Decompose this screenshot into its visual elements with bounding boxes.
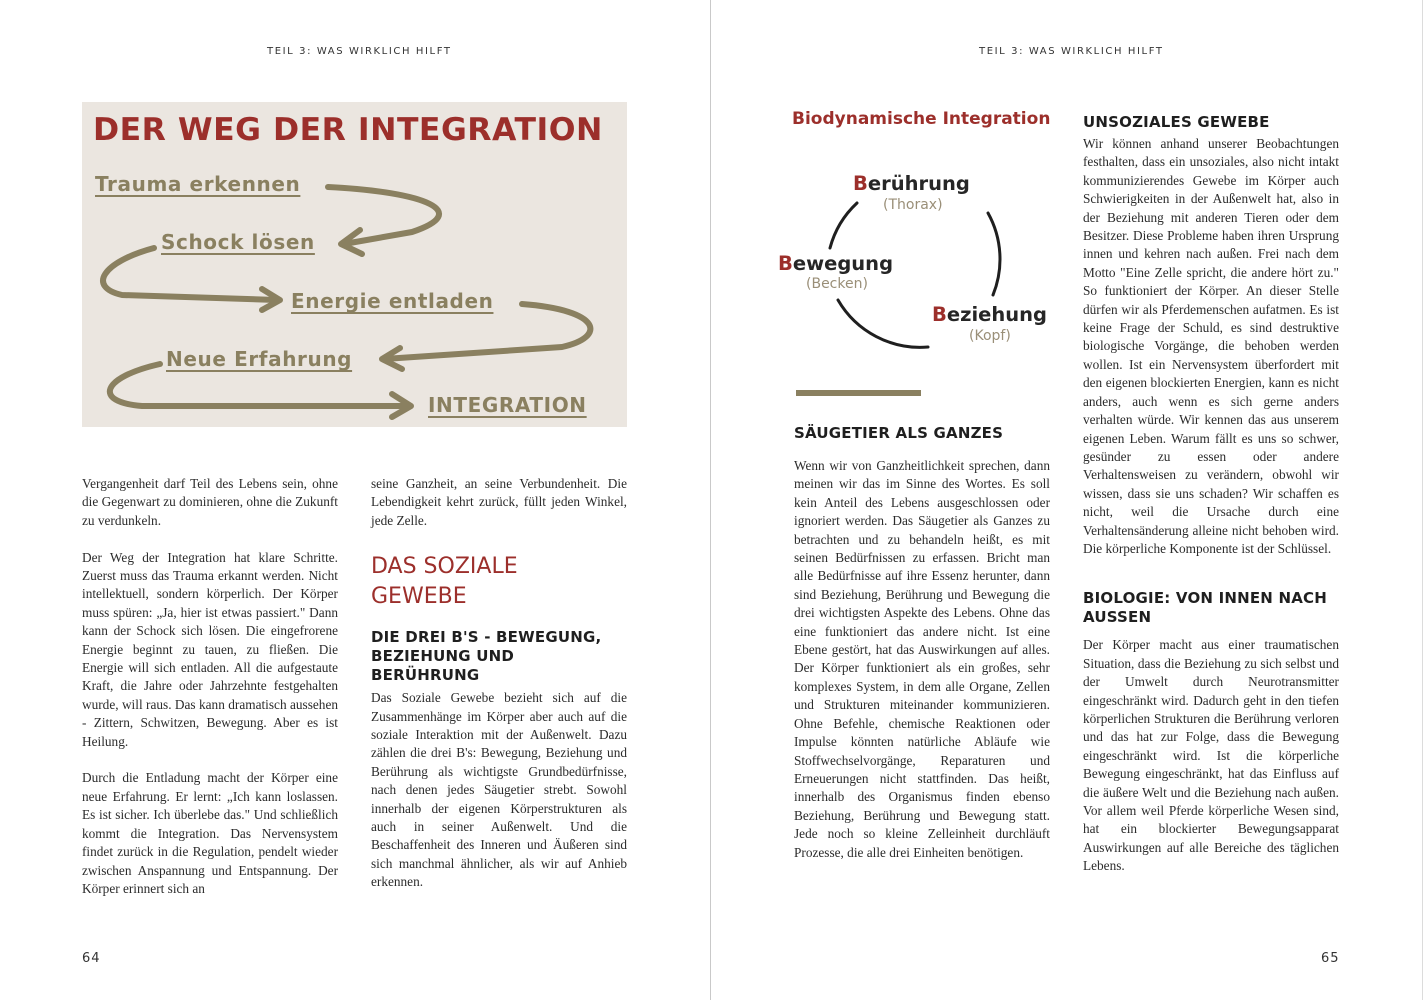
node-bewegung-sub: (Becken) [806,276,868,292]
paragraph: Vergangenheit darf Teil des Lebens sein, ohne die Gegenwart zu dominieren, ohne die Zukunft zu verdunkeln. [82,476,338,528]
subheading-drei-bs: DIE DREI B'S - BEWEGUNG, BEZIEHUNG UND BERÜHRUNG [371,628,602,685]
integration-title: DER WEG DER INTEGRATION [93,112,603,148]
integration-diagram [82,102,627,427]
left-column-2 [371,475,627,892]
left-page [0,0,710,1000]
node-beruehrung-sub: (Thorax) [883,197,943,213]
step-neue-erfahrung: Neue Erfahrung [166,347,353,371]
paragraph: seine Ganzheit, an seine Verbundenheit. Die Lebendigkeit kehrt zurück, füllt jeden Winkel, jede Zelle. [371,476,627,528]
spine-divider [710,0,711,1000]
paragraph: Durch die Entladung macht der Körper eine neue Erfahrung. Er lernt: „Ich kann loslassen. Es ist sicher. Ich überlebe das." Und schließlich kommt die Integration. Das Nervensystem findet zurück in die Regulation, pendelt wieder zwischen Anspannung und Entspannung. Der Körper erinnert sich an [82,770,338,896]
node-bewegung: Bewegung [778,252,894,275]
page-edge [1422,0,1423,1000]
paragraph: Wenn wir von Ganzheitlichkeit sprechen, dann meinen wir das im Sinne des Wortes. Es soll kein Anteil des Lebens ausgeschlossen oder ignoriert werden. Das Säugetier als Ganzes zu betrachten und zu behandeln heißt, es mit seinen Bedürfnissen zu erfassen. Bricht man alle Bedürfnisse auf ihre Essenz herunter, dann sind Beziehung, Berührung und Bewegung die drei wichtigsten Aspekte des Lebens. Ohne das eine funktioniert das andere nicht. Ist eine Ebene gestört, hat das Auswirkungen auf alles. Der Körper funktioniert als ein großes, sehr komplexes System, in dem alle Organe, Zellen und Strukturen miteinander kommunizieren. Ohne Befehle, chemische Reaktionen oder Impulse könnten natürliche Abläufe wie Stoffwechselvorgänge, Reparaturen und Erneuerungen nicht stattfinden. Das heißt, innerhalb des Organismus finden ebenso Beziehung, Berührung und Bewegung statt. Jede noch so kleine Zelleinheit durchläuft Prozesse, die alle drei Einheiten benötigen. [794,458,1050,860]
right-column-1 [794,424,1050,862]
paragraph: Das Soziale Gewebe bezieht sich auf die Zusammenhänge im Körper aber auch auf die soziale Interaktion mit der Außenwelt. Dazu zählen die drei B's: Bewegung, Beziehung und Berührung als wichtigste Grundbedürfnisse, nach denen jedes Säugetier strebt. Sowohl innerhalb der eigenen Körperstrukturen als auch in seiner Außenwelt. Und die Beschaffenheit des Inneren und Äußeren sind sich manchmal ähnlicher, als wir auf Anhieb erkennen. [371,690,627,890]
heading-biologie: BIOLOGIE: VON INNEN NACH AUSSEN [1083,589,1328,627]
right-column-2 [1083,113,1339,876]
section-heading-soziales-gewebe: DAS SOZIALE GEWEBE [371,554,518,610]
paragraph: Der Weg der Integration hat klare Schritte. Zuerst muss das Trauma erkannt werden. Nicht intellektuell, sondern körperlich. Der Körper muss spüren: „Ja, hier ist etwas passiert." Dann kann der Schock sich lösen. Die eingefrorene Energie beginnt zu tauen, zu fließen. Die Energie will sich entladen. All die aufgestaute Kraft, die Jahre oder Jahrzehnte festgehalten wurde, will raus. Das kann dramatisch aussehen - Zittern, Schwitzen, Bewegung. Aber es ist Heilung. [82,549,338,749]
step-schock-loesen: Schock lösen [161,230,315,254]
node-beziehung: Beziehung [932,303,1047,326]
heading-unsoziales-gewebe: UNSOZIALES GEWEBE [1083,113,1270,131]
running-head: TEIL 3: WAS WIRKLICH HILFT [979,46,1164,57]
node-beziehung-sub: (Kopf) [969,328,1011,344]
integration-arrows [82,102,627,427]
running-head: TEIL 3: WAS WIRKLICH HILFT [267,46,452,57]
step-trauma-erkennen: Trauma erkennen [95,172,301,196]
step-integration: INTEGRATION [428,393,587,417]
paragraph: Der Körper macht aus einer traumatischen Situation, dass die Beziehung zu sich selbst und der Umwelt durch Neurotransmitter eingeschränkt wird. Dadurch geht in den tiefen körperlichen Strukturen die Berührung verloren und das hat zur Folge, dass die Bewegung eingeschränkt wird. Ist die körperliche Bewegung eingeschränkt, hat das Einfluss auf die äußere Welt und die Beziehung nach außen. Vor allem weil Pferde körperliche Wesen sind, hat ein blockierter Bewegungsapparat Auswirkungen auf alle Bereiche des täglichen Lebens. [1083,637,1339,874]
page-number: 65 [1321,951,1340,966]
left-column-1 [82,475,338,917]
diagram-title: Biodynamische Integration [792,109,1051,129]
step-energie-entladen: Energie entladen [291,289,494,313]
heading-saeugetier: SÄUGETIER ALS GANZES [794,424,1004,442]
decorative-rule [796,390,921,396]
page-number: 64 [82,951,101,966]
paragraph: Wir können anhand unserer Beobachtungen festhalten, dass ein unsoziales, also nicht intakt kommunizierendes Gewebe im Körper auch Schwierigkeiten in der Außenwelt hat, also in der Beziehung mit anderen Tieren oder dem Besitzer. Diese Probleme haben ihren Ursprung innen und kehren nach außen. Frei nach dem Motto "Eine Zelle spricht, die andere hört zu." So funktioniert der Körper. An dieser Stelle dürfen wir als Pferdemenschen aufatmen. Es ist keine Frage der Schuld, es sind destruktive biologische Vorgänge, die behoben werden wollen. Ist ein Nervensystem überfordert mit den eigenen blockierten Energien, kann es nicht anders, auch wenn es sich gerne anders verhalten würde. Wir kennen das aus unserem eigenen Leben. Warum fällt es uns so schwer, gesünder zu essen oder andere Verhaltensweisen zu verändern, obwohl wir wissen, dass sie uns schaden? Wir schaffen es nicht, weil die Ursache durch eine Verhaltensänderung alleine nicht behoben wird. Die körperliche Komponente ist der Schlüssel. [1083,136,1339,556]
node-beruehrung: Berührung [853,172,970,195]
